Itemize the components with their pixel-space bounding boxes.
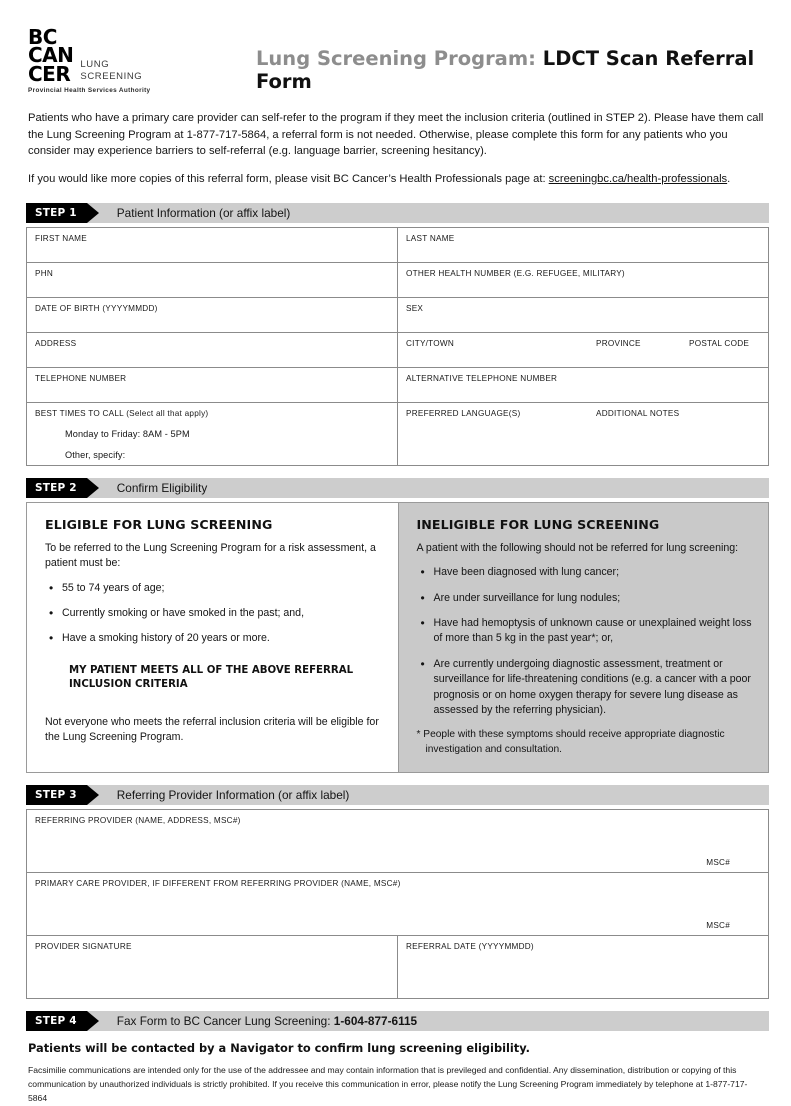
eligible-heading: ELIGIBLE FOR LUNG SCREENING: [45, 516, 273, 532]
page-title-form: LDCT Scan Referral Form: [256, 47, 755, 94]
ineligible-lead-text: A patient with the following should not be referred for lung screening:: [416, 541, 739, 554]
logo-line-cer: CER: [28, 61, 71, 86]
step-3-bar: [26, 785, 769, 805]
logo-line-bc: BC: [28, 25, 57, 49]
address-sublabels: [406, 339, 768, 348]
field-label-telephone-number: TELEPHONE NUMBER: [35, 373, 127, 383]
page-title: [228, 47, 765, 93]
field-primary-care-provider[interactable]: [27, 872, 769, 935]
intro-paragraph-2-prefix: If you would like more copies of this referral form, please visit BC Cancer’s Health Professionals page at:: [28, 172, 549, 185]
field-best-times-to-call[interactable]: [27, 402, 398, 465]
step-2-badge: STEP 2: [26, 478, 87, 498]
field-label-phn: PHN: [35, 268, 54, 278]
page-title-program: Lung Screening Program:: [256, 47, 536, 71]
option-monday-to-friday[interactable]: Monday to Friday: 8AM - 5PM: [65, 428, 190, 439]
field-label-first-name: FIRST NAME: [35, 233, 87, 243]
table-row: [27, 402, 769, 465]
field-label-alternative-telephone-number: ALTERNATIVE TELEPHONE NUMBER: [406, 373, 558, 383]
ineligible-panel: [398, 503, 769, 772]
ineligible-footnote: * People with these symptoms should receive appropriate diagnostic investigation and consultation.: [416, 729, 725, 755]
step-2-title: Confirm Eligibility: [116, 480, 208, 495]
list-item: • Are under surveillance for lung nodules;: [434, 591, 753, 606]
logo-tagline: Provincial Health Services Authority: [28, 87, 151, 95]
step-3-title: Referring Provider Information (or affix label): [116, 787, 350, 802]
step-1-badge: STEP 1: [26, 203, 87, 223]
document-header: [0, 0, 791, 94]
table-row: [27, 332, 769, 367]
field-label-other-health-number: OTHER HEALTH NUMBER (E.G. REFUGEE, MILITARY): [406, 268, 625, 278]
list-item: • 55 to 74 years of age;: [62, 581, 382, 596]
field-label-primary-care-provider: PRIMARY CARE PROVIDER, IF DIFFERENT FROM REFERRING PROVIDER (NAME, MSC#): [35, 878, 401, 888]
health-professionals-link[interactable]: screeningbc.ca/health-professionals: [548, 172, 728, 185]
fax-number: 1-604-877-6115: [333, 1013, 418, 1028]
field-label-city-town: CITY/TOWN: [406, 338, 455, 348]
field-referral-date[interactable]: [398, 935, 769, 998]
field-provider-signature[interactable]: [27, 935, 398, 998]
field-label-preferred-languages: PREFERRED LANGUAGE(S): [406, 408, 521, 418]
step-1-title: Patient Information (or affix label): [116, 205, 291, 220]
field-telephone-number[interactable]: [27, 367, 398, 402]
field-sex[interactable]: [398, 297, 769, 332]
msc-label-referring: MSC#: [706, 857, 730, 867]
table-row: [27, 367, 769, 402]
step-3-badge: STEP 3: [26, 785, 87, 805]
table-row: [27, 227, 769, 262]
table-row: [27, 872, 769, 935]
footer-section: [28, 1041, 765, 1106]
step-4-badge: STEP 4: [26, 1011, 87, 1031]
list-item: • Have been diagnosed with lung cancer;: [434, 565, 753, 580]
list-item: • Have a smoking history of 20 years or more.: [62, 631, 382, 646]
ineligible-heading: INELIGIBLE FOR LUNG SCREENING: [416, 516, 660, 532]
intro-section: [0, 110, 791, 187]
eligible-criteria-list: [45, 581, 382, 647]
field-last-name[interactable]: [398, 227, 769, 262]
table-row: [27, 935, 769, 998]
field-label-best-times-to-call: BEST TIMES TO CALL (Select all that apply): [35, 408, 209, 418]
field-label-sex: SEX: [406, 303, 424, 313]
eligible-disclaimer-note: Not everyone who meets the referral inclusion criteria will be eligible for the Lung Screening Program.: [45, 715, 379, 744]
list-item: • Are currently undergoing diagnostic assessment, treatment or surveillance for life-threatening conditions (e.g. a cancer with a poor prognosis or on home oxygen therapy for severe lung disease as assessed by the referring physician).: [434, 657, 753, 718]
field-alternative-telephone-number[interactable]: [398, 367, 769, 402]
step-4-title-text: Fax Form to BC Cancer Lung Screening:: [116, 1013, 334, 1028]
step-1-bar: [26, 203, 769, 223]
logo-line-can: CAN: [28, 43, 74, 68]
provider-information-table: [26, 809, 769, 999]
field-date-of-birth[interactable]: [27, 297, 398, 332]
logo-program-line-2: SCREENING: [80, 70, 143, 82]
field-label-referring-provider: REFERRING PROVIDER (NAME, ADDRESS, MSC#): [35, 815, 241, 825]
table-row: [27, 297, 769, 332]
field-phn[interactable]: [27, 262, 398, 297]
logo-program-name: [80, 59, 142, 82]
logo-program-line-1: LUNG: [80, 59, 110, 71]
field-first-name[interactable]: [27, 227, 398, 262]
confidentiality-disclaimer: Facsimilie communications are intended only for the use of the addressee and may contain information that is previleged and confidential. Any dissemination, distribution or copying of this communication by unauthorized individuals is strictly prohibited. If you receive this communication in error, please notify the Lung Screening Program immediately by telephone at 1-877-717-5864: [28, 1064, 748, 1103]
msc-label-primary: MSC#: [706, 920, 730, 930]
field-label-province: PROVINCE: [596, 338, 641, 348]
step-4-title: [117, 1014, 417, 1028]
logo-wordmark: [28, 25, 74, 86]
list-item: • Currently smoking or have smoked in the past; and,: [62, 606, 382, 621]
field-city-province-postal[interactable]: [398, 332, 769, 367]
field-label-referral-date: REFERRAL DATE (YYYYMMDD): [406, 941, 534, 951]
eligible-panel: [27, 503, 398, 772]
field-address[interactable]: [27, 332, 398, 367]
field-label-additional-notes: ADDITIONAL NOTES: [596, 408, 680, 418]
field-label-date-of-birth: DATE OF BIRTH (YYYYMMDD): [35, 303, 158, 313]
field-label-address: ADDRESS: [35, 338, 77, 348]
inclusion-criteria-attestation[interactable]: MY PATIENT MEETS ALL OF THE ABOVE REFERRAL INCLUSION CRITERIA: [69, 664, 354, 691]
intro-paragraph-1: Patients who have a primary care provider can self-refer to the program if they meet the inclusion criteria (outlined in STEP 2). Please have them call the Lung Screening Program at 1-877-717-5864, a referral form is not needed. Otherwise, please complete this form for any patients who you consider may experience barriers to self-referral (e.g. language barrier, screening hesitancy).: [28, 112, 764, 158]
field-languages-and-notes[interactable]: [398, 402, 769, 465]
bc-cancer-logo: [28, 25, 228, 95]
patient-information-table: [26, 227, 769, 466]
field-label-last-name: LAST NAME: [406, 233, 455, 243]
field-referring-provider[interactable]: [27, 809, 769, 872]
navigator-contact-note: Patients will be contacted by a Navigator to confirm lung screening eligibility.: [28, 1040, 530, 1055]
option-other-specify[interactable]: Other, specify:: [65, 449, 126, 460]
intro-paragraph-2-suffix: .: [727, 172, 731, 185]
step-2-bar: [26, 478, 769, 498]
logo-primary-row: [28, 25, 228, 86]
ineligible-criteria-list: [417, 565, 753, 718]
intro-paragraph-2: [28, 171, 765, 187]
eligible-lead-text: To be referred to the Lung Screening Program for a risk assessment, a patient must be:: [45, 541, 376, 570]
list-item: • Have had hemoptysis of unknown cause or unexplained weight loss of more than 5 kg in the past year*; or,: [434, 616, 753, 647]
field-other-health-number[interactable]: [398, 262, 769, 297]
field-label-provider-signature: PROVIDER SIGNATURE: [35, 941, 132, 951]
table-row: [27, 262, 769, 297]
eligibility-panels: [26, 502, 769, 773]
step-4-bar: [26, 1011, 769, 1031]
field-label-postal-code: POSTAL CODE: [689, 338, 750, 348]
language-notes-sublabels: [406, 409, 768, 418]
table-row: [27, 809, 769, 872]
